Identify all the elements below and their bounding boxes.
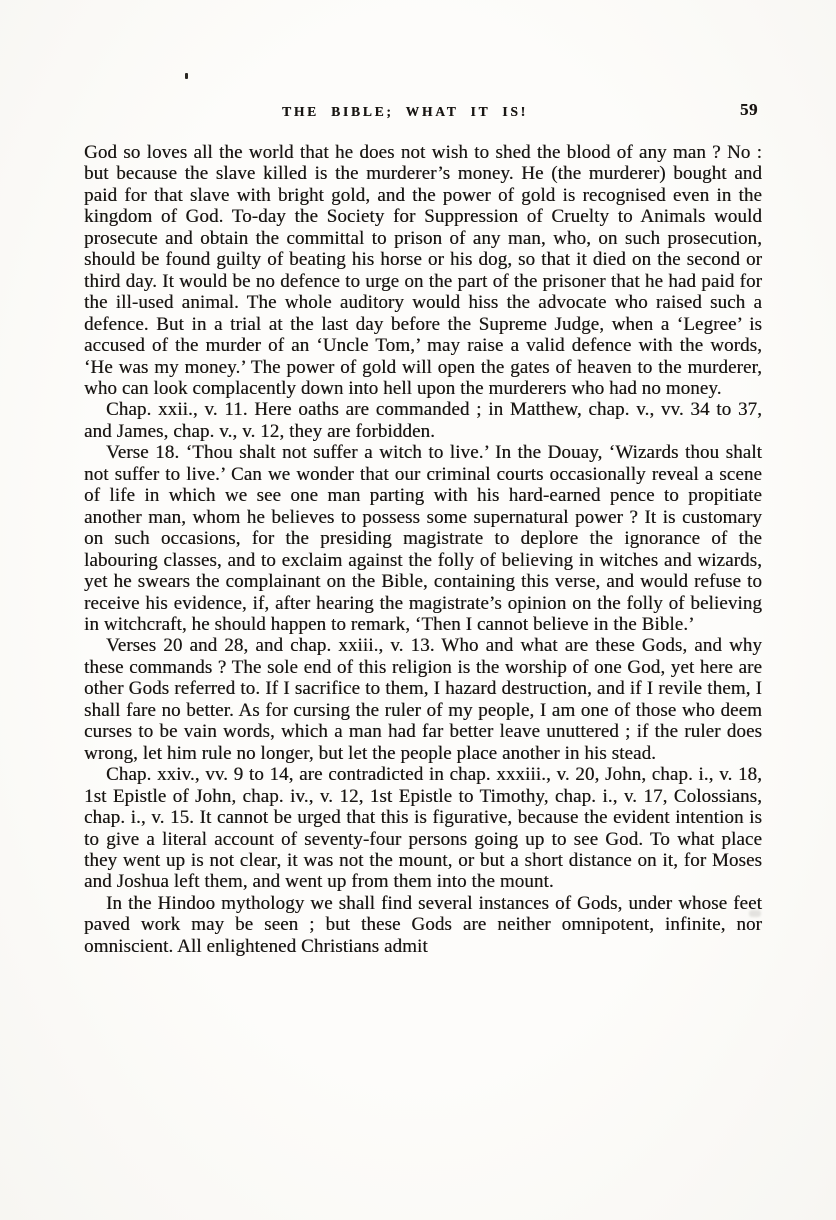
paragraph: In the Hindoo mythology we shall find several instances of Gods, under whose feet paved work may be seen ; but these Gods are neither omnipotent, infinite, nor omniscient. All enlightened Christians admit (84, 892, 762, 957)
paragraph: Verse 18. ‘Thou shalt not suffer a witch to live.’ In the Douay, ‘Wizards thou shalt not suffer to live.’ Can we wonder that our criminal courts occasionally reveal a scene of life in which we see one man parting with his hard-earned pence to propitiate another man, whom he believes to possess some supernatural power ? It is customary on such occasions, for the presiding magistrate to deplore the ignorance of the labouring classes, and to exclaim against the folly of believing in witches and wizards, yet he swears the complainant on the Bible, containing this verse, and would refuse to receive his evidence, if, after hearing the magistrate’s opinion on the folly of believing in witchcraft, he should happen to remark, ‘Then I cannot believe in the Bible.’ (84, 442, 762, 635)
paragraph: Chap. xxii., v. 11. Here oaths are commanded ; in Matthew, chap. v., vv. 34 to 37, and James, chap. v., v. 12, they are forbidden. (84, 399, 762, 442)
page-header (84, 100, 762, 128)
running-title: THE BIBLE; WHAT IT IS! (282, 104, 528, 119)
scan-smudge-artifact (749, 910, 761, 917)
paragraph: Chap. xxiv., vv. 9 to 14, are contradicted in chap. xxxiii., v. 20, John, chap. i., v. 18, 1st Epistle of John, chap. iv., v. 12, 1st Epistle to Timothy, chap. i., v. 17, Colossians, chap. i., v. 15. It cannot be urged that this is figurative, because the evident intention is to give a literal account of seventy-four persons going up to see God. To what place they went up is not clear, it was not the mount, or but a short distance on it, for Moses and Joshua left them, and went up from them into the mount. (84, 764, 762, 893)
scan-speck-artifact (185, 73, 188, 79)
paragraph: Verses 20 and 28, and chap. xxiii., v. 13. Who and what are these Gods, and why these commands ? The sole end of this religion is the worship of one God, yet here are other Gods referred to. If I sacrifice to them, I hazard destruction, and if I revile them, I shall fare no better. As for cursing the ruler of my people, I am one of those who deem curses to be vain words, which a man had far better leave unuttered ; if the ruler does wrong, let him rule no longer, but let the people place another in his stead. (84, 635, 762, 764)
page-number: 59 (740, 100, 758, 119)
paragraph: God so loves all the world that he does not wish to shed the blood of any man ? No : but because the slave killed is the murderer’s money. He (the murderer) bought and paid for that slave with bright gold, and the power of gold is recognised even in the kingdom of God. To-day the Society for Suppression of Cruelty to Animals would prosecute and obtain the committal to prison of any man, who, on such prosecution, should be found guilty of beating his horse or his dog, so that it died on the second or third day. It would be no defence to urge on the part of the prisoner that he had paid for the ill-used animal. The whole auditory would hiss the advocate who raised such a defence. But in a trial at the last day before the Supreme Judge, when a ‘Legree’ is accused of the murder of an ‘Uncle Tom,’ may raise a valid defence with the words, ‘He was my money.’ The power of gold will open the gates of heaven to the murderer, who can look complacently down into hell upon the murderers who had no money. (84, 142, 762, 399)
text-block (84, 142, 762, 957)
